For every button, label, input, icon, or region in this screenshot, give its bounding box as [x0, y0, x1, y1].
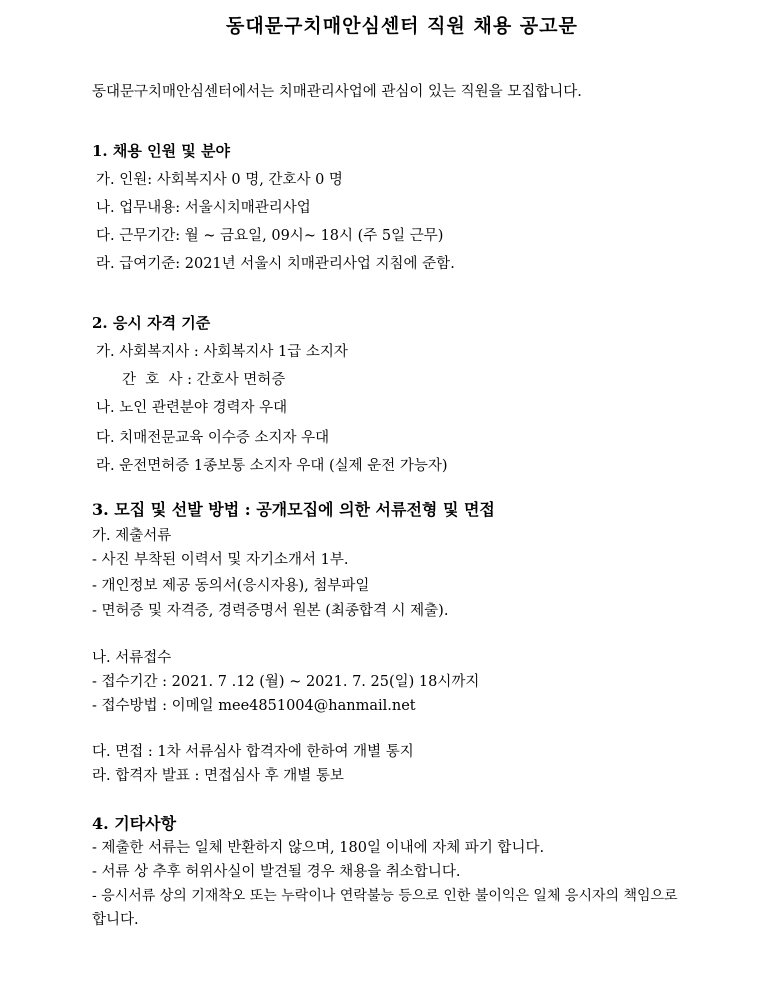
docs-item: - 개인정보 제공 동의서(응시자용), 첨부파일	[92, 578, 370, 594]
section2-item: 다. 치매전문교육 이수증 소지자 우대	[96, 430, 330, 446]
section4-item: - 응시서류 상의 기재착오 또는 누락이나 연락불능 등으로 인한 불이익은 일체 응시자의 책임으로	[92, 888, 678, 904]
section4-heading: 4. 기타사항	[92, 814, 177, 833]
receipt-label: 나. 서류접수	[92, 650, 172, 666]
section2-item: 간 호 사 : 간호사 면허증	[122, 372, 286, 388]
section1-item: 가. 인원: 사회복지사 0 명, 간호사 0 명	[96, 172, 343, 188]
docs-label: 가. 제출서류	[92, 528, 172, 544]
section4-item: - 제출한 서류는 일체 반환하지 않으며, 180일 이내에 자체 파기 합니다.	[92, 840, 545, 856]
section4-item: - 서류 상 추후 허위사실이 발견될 경우 채용을 취소합니다.	[92, 864, 461, 880]
intro-text: 동대문구치매안심센터에서는 치매관리사업에 관심이 있는 직원을 모집합니다.	[92, 84, 582, 100]
docs-item: - 면허증 및 자격증, 경력증명서 원본 (최종합격 시 제출).	[92, 603, 449, 619]
section1-item: 라. 급여기준: 2021년 서울시 치매관리사업 지침에 준함.	[96, 256, 455, 272]
receipt-item: - 접수방법 : 이메일 mee4851004@hanmail.net	[92, 698, 416, 714]
section2-item: 나. 노인 관련분야 경력자 우대	[96, 400, 288, 416]
section1-item: 다. 근무기간: 월 ~ 금요일, 09시~ 18시 (주 5일 근무)	[96, 228, 444, 244]
announce-text: 라. 합격자 발표 : 면접심사 후 개별 통보	[92, 768, 344, 784]
receipt-item: - 접수기간 : 2021. 7 .12 (월) ~ 2021. 7. 25(일) 18시까지	[92, 674, 480, 690]
docs-item: - 사진 부착된 이력서 및 자기소개서 1부.	[92, 552, 349, 568]
section3-heading: 3. 모집 및 선발 방법 : 공개모집에 의한 서류전형 및 면접	[92, 500, 495, 519]
section1-heading: 1. 채용 인원 및 분야	[92, 142, 230, 160]
page-title: 동대문구치매안심센터 직원 채용 공고문	[226, 15, 578, 37]
interview-text: 다. 면접 : 1차 서류심사 합격자에 한하여 개별 통지	[92, 744, 414, 760]
section2-heading: 2. 응시 자격 기준	[92, 314, 211, 332]
section1-item: 나. 업무내용: 서울시치매관리사업	[96, 200, 311, 216]
section2-item: 가. 사회복지사 : 사회복지사 1급 소지자	[96, 344, 348, 360]
section4-item: 합니다.	[92, 912, 139, 928]
section2-item: 라. 운전면허증 1종보통 소지자 우대 (실제 운전 가능자)	[96, 458, 448, 474]
